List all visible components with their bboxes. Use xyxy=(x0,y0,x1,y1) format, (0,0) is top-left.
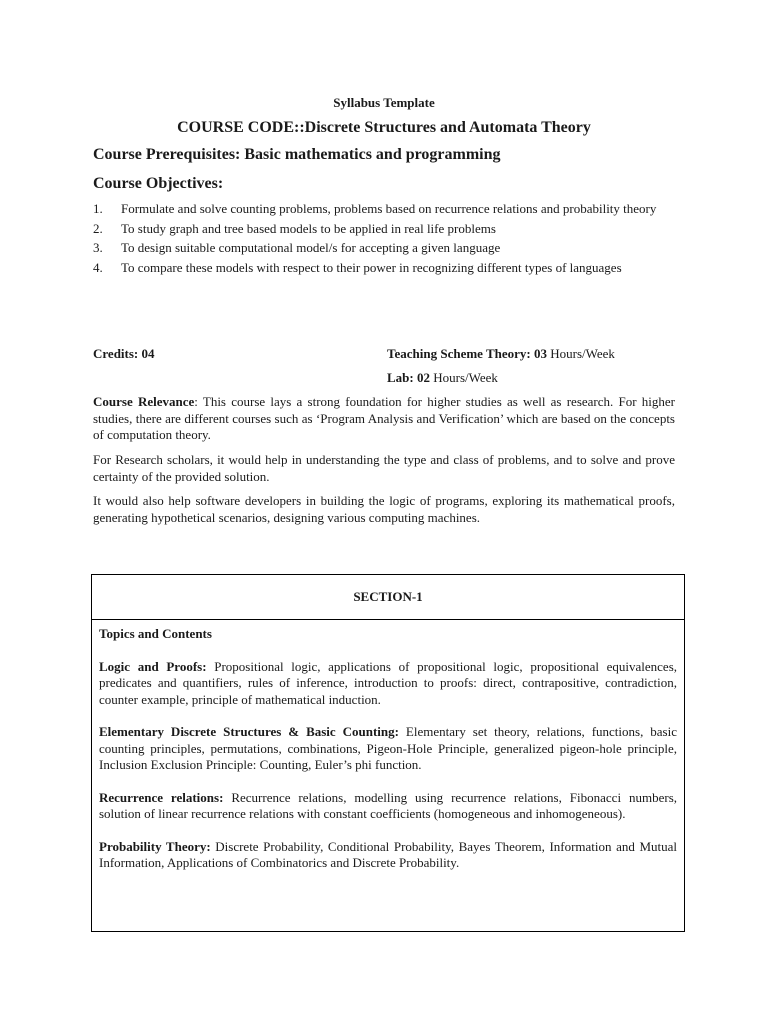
objective-number: 4. xyxy=(93,259,103,275)
objective-text: To compare these models with respect to their power in recognizing different types of languages xyxy=(121,259,622,275)
objective-number: 3. xyxy=(93,240,103,255)
relevance-label: Course Relevance xyxy=(93,394,195,409)
topic-recurrence xyxy=(99,790,677,823)
objective-number: 1. xyxy=(93,201,103,216)
course-code-title: COURSE CODE::Discrete Structures and Automata Theory xyxy=(177,119,591,136)
topic-title: Elementary Discrete Structures & Basic Counting: xyxy=(99,724,399,739)
lab-label: Lab: xyxy=(387,370,414,385)
teaching-scheme-lab xyxy=(387,370,498,386)
topic-body: Discrete Probability, Conditional Probability, Bayes Theorem, Information and Mutual Information, Applications of Combinatorics and Discrete Probability. xyxy=(99,838,677,870)
topics-cell xyxy=(92,620,684,872)
section-table xyxy=(91,574,685,932)
objectives-list xyxy=(93,199,675,277)
objective-number: 2. xyxy=(93,220,103,236)
topic-body: Propositional logic, applications of propositional logic, propositional equivalences, predicates and quantifiers, rules of inference, introduction to proofs: direct, contrapositive, contradiction, counter example, principle of mathematical induction. xyxy=(99,658,677,707)
credits xyxy=(93,346,155,362)
objective-item xyxy=(93,199,675,219)
section-title: SECTION-1 xyxy=(92,575,684,620)
topic-title: Recurrence relations: xyxy=(99,789,224,805)
relevance-text: : This course lays a strong foundation for higher studies as well as research. For higher studies, there are different courses such as ‘Program Analysis and Verification’ which are based on the concepts of computation theory. xyxy=(93,394,675,442)
topic-probability xyxy=(99,839,677,872)
objective-item xyxy=(93,238,675,258)
objective-text: To design suitable computational model/s for accepting a given language xyxy=(121,240,501,255)
objective-text: Formulate and solve counting problems, problems based on recurrence relations and probability theory xyxy=(121,201,657,216)
objective-item xyxy=(93,258,675,278)
lab-value: 02 xyxy=(416,370,430,385)
course-relevance-paragraph xyxy=(93,394,675,444)
objective-text: To study graph and tree based models to be applied in real life problems xyxy=(121,220,496,236)
topic-logic-proofs xyxy=(99,659,677,709)
course-prerequisites: Course Prerequisites: Basic mathematics and programming xyxy=(93,146,501,163)
topic-discrete-structures xyxy=(99,724,677,774)
topic-body: Recurrence relations, modelling using recurrence relations, Fibonacci numbers, solution of linear recurrence relations with constant coefficients (homogeneous and inhomogeneous). xyxy=(99,789,677,821)
lab-unit: Hours/Week xyxy=(433,370,498,385)
credits-label: Credits: 04 xyxy=(93,346,155,361)
research-paragraph: For Research scholars, it would help in understanding the type and class of problems, and to solve and prove certainty of the provided solution. xyxy=(93,452,675,484)
topic-body: Elementary set theory, relations, functions, basic counting principles, permutations, combinations, Pigeon-Hole Principle, generalized pigeon-hole principle, Inclusion Exclusion Principle: Counting, Euler’s phi function. xyxy=(99,724,677,772)
theory-value: 03 xyxy=(533,346,547,361)
developers-paragraph: It would also help software developers in building the logic of programs, exploring its mathematical proofs, generating hypothetical scenarios, designing various computing machines. xyxy=(93,493,675,525)
teaching-scheme-theory xyxy=(387,346,615,362)
topic-title: Logic and Proofs: xyxy=(99,658,207,674)
objective-item xyxy=(93,219,675,239)
topics-heading: Topics and Contents xyxy=(99,626,212,641)
template-title: Syllabus Template xyxy=(333,95,435,110)
topic-title: Probability Theory: xyxy=(99,838,211,854)
objectives-heading: Course Objectives: xyxy=(93,175,224,192)
theory-label: Teaching Scheme Theory: xyxy=(387,346,531,361)
theory-unit: Hours/Week xyxy=(550,346,615,361)
